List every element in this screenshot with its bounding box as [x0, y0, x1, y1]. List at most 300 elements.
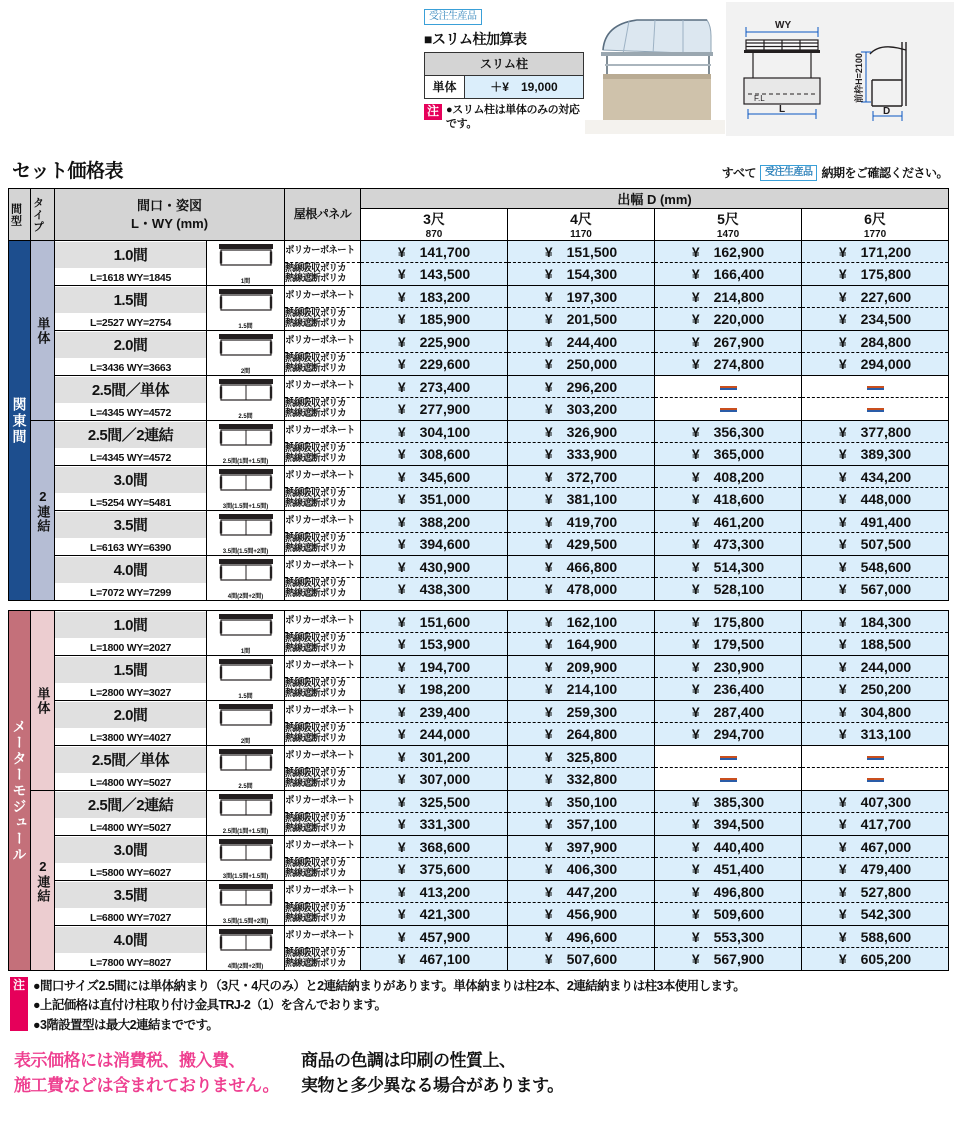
span-dimensions: L=5254 WY=5481: [89, 497, 172, 509]
panel-type-heat-shield: 熱線吸収ポリカ 熱線遮断ポリカ: [285, 443, 361, 466]
price-cell: ¥ 284,800: [802, 331, 949, 353]
price-cell: ¥ 496,800: [655, 881, 802, 903]
price-cell: ¥ 166,400: [655, 263, 802, 286]
figure-caption: 1間: [240, 279, 251, 285]
made-to-order-badge: 受注生産品: [424, 9, 482, 25]
price-cell: ¥ 264,800: [508, 723, 655, 746]
span-name: 1.5間: [55, 657, 206, 683]
span-cell: [55, 286, 207, 331]
price-cell: ¥ 567,900: [655, 948, 802, 971]
span-name: 3.0間: [55, 467, 206, 493]
span-dimensions: L=6800 WY=7027: [89, 912, 172, 924]
price-cell: ¥ 220,000: [655, 308, 802, 331]
price-cell: ¥ 418,600: [655, 488, 802, 511]
table-row: [9, 556, 949, 578]
section-title-row: [0, 156, 956, 188]
elevation-figure: [207, 331, 285, 376]
price-cell: ¥ 244,000: [361, 723, 508, 746]
panel-type-heat-shield: 熱線吸収ポリカ 熱線遮断ポリカ: [285, 768, 361, 791]
figure-caption: 2間: [240, 739, 251, 745]
panel-type-heat-shield: 熱線吸収ポリカ 熱線遮断ポリカ: [285, 263, 361, 286]
price-cell: ¥ 375,600: [361, 858, 508, 881]
span-dimensions: L=3436 WY=3663: [89, 362, 172, 374]
table-row: [9, 836, 949, 858]
panel-type-polycarbonate: ポリカーボネート: [285, 701, 361, 723]
span-name: 2.5間／2連結: [55, 422, 206, 448]
price-cell: ¥ 447,200: [508, 881, 655, 903]
span-dimensions: L=4800 WY=5027: [89, 822, 172, 834]
header-depth-3: 6尺 1770: [802, 209, 949, 241]
price-cell: ¥ 381,100: [508, 488, 655, 511]
header-roof-panel: 屋根パネル: [285, 189, 361, 241]
elevation-figure: [207, 466, 285, 511]
price-cell: ¥ 209,900: [508, 656, 655, 678]
price-cell: ¥ 214,800: [655, 286, 802, 308]
table-row: [9, 376, 949, 398]
price-cell: ¥ 277,900: [361, 398, 508, 421]
price-cell: ¥ 236,400: [655, 678, 802, 701]
panel-type-polycarbonate: ポリカーボネート: [285, 881, 361, 903]
price-cell: ¥ 183,200: [361, 286, 508, 308]
price-cell: ¥ 304,100: [361, 421, 508, 443]
panel-type-polycarbonate: ポリカーボネート: [285, 421, 361, 443]
price-table-head: [9, 189, 949, 241]
price-cell: ¥ 234,500: [802, 308, 949, 331]
figure-caption: 2.5間(1間+1.5間): [222, 459, 269, 465]
price-cell: [655, 398, 802, 421]
table-row: [9, 286, 949, 308]
color-disclaimer-line2: 実物と多少異なる場合があります。: [301, 1075, 564, 1095]
table-row: [9, 331, 949, 353]
panel-type-heat-shield: 熱線吸収ポリカ 熱線遮断ポリカ: [285, 858, 361, 881]
diagram-label-wy: WY: [775, 20, 792, 31]
span-cell: [55, 556, 207, 601]
elevation-figure: [207, 376, 285, 421]
span-name: 1.0間: [55, 612, 206, 638]
price-table-body: [9, 241, 949, 971]
price-cell: ¥ 273,400: [361, 376, 508, 398]
not-available-dash: [720, 756, 737, 760]
price-cell: [655, 746, 802, 768]
panel-type-heat-shield: 熱線吸収ポリカ 熱線遮断ポリカ: [285, 903, 361, 926]
slim-post-title: ■スリム柱加算表: [424, 31, 527, 47]
elevation-figure: [207, 511, 285, 556]
span-name: 2.5間／単体: [55, 377, 206, 403]
panel-type-polycarbonate: ポリカーボネート: [285, 656, 361, 678]
not-available-dash: [720, 408, 737, 412]
type-band: 2連結: [31, 421, 55, 601]
price-cell: ¥ 171,200: [802, 241, 949, 263]
price-cell: ¥ 230,900: [655, 656, 802, 678]
header-depth-0: 3尺 870: [361, 209, 508, 241]
span-name: 2.0間: [55, 702, 206, 728]
price-cell: ¥ 394,600: [361, 533, 508, 556]
type-band: 単体: [31, 611, 55, 791]
span-name: 4.0間: [55, 927, 206, 953]
span-cell: [55, 791, 207, 836]
not-available-dash: [720, 778, 737, 782]
price-cell: ¥ 141,700: [361, 241, 508, 263]
price-cell: ¥ 274,800: [655, 353, 802, 376]
figure-caption: 2間: [240, 369, 251, 375]
color-disclaimer-line1: 商品の色調は印刷の性質上、: [301, 1051, 516, 1071]
price-cell: ¥ 162,900: [655, 241, 802, 263]
price-cell: ¥ 417,700: [802, 813, 949, 836]
module-band: メーターモジュール: [9, 611, 31, 971]
span-dimensions: L=5800 WY=6027: [89, 867, 172, 879]
figure-caption: 2.5間: [238, 414, 253, 420]
span-cell: [55, 656, 207, 701]
header-span: 間口・姿図 L・WY (mm): [55, 189, 285, 241]
span-dimensions: L=2800 WY=3027: [89, 687, 172, 699]
bottom-notes: [0, 1035, 956, 1098]
header-depth-group: 出幅 D (mm): [361, 189, 949, 209]
panel-type-polycarbonate: ポリカーボネート: [285, 466, 361, 488]
price-cell: ¥ 467,100: [361, 948, 508, 971]
price-cell: [802, 376, 949, 398]
figure-caption: 3.5間(1.5間+2間): [222, 919, 269, 925]
price-cell: ¥ 185,900: [361, 308, 508, 331]
price-cell: ¥ 406,300: [508, 858, 655, 881]
price-cell: ¥ 461,200: [655, 511, 802, 533]
span-name: 3.0間: [55, 837, 206, 863]
slim-post-note-text: ●スリム柱は単体のみの対応です。: [446, 104, 580, 130]
price-cell: ¥ 197,300: [508, 286, 655, 308]
price-cell: ¥ 151,500: [508, 241, 655, 263]
span-dimensions: L=4800 WY=5027: [89, 777, 172, 789]
table-row: [9, 241, 949, 263]
panel-type-heat-shield: 熱線吸収ポリカ 熱線遮断ポリカ: [285, 353, 361, 376]
note-badge-icon: 注: [424, 104, 442, 120]
price-cell: ¥ 368,600: [361, 836, 508, 858]
diagram-label-height: 前枠H=2100: [854, 53, 864, 103]
price-cell: ¥ 553,300: [655, 926, 802, 948]
span-cell: [55, 466, 207, 511]
not-available-dash: [867, 386, 884, 390]
section-gap: [9, 601, 949, 611]
figure-caption: 1間: [240, 649, 251, 655]
table-row: [9, 881, 949, 903]
price-cell: ¥ 350,100: [508, 791, 655, 813]
price-cell: ¥ 313,100: [802, 723, 949, 746]
price-cell: ¥ 229,600: [361, 353, 508, 376]
price-cell: [655, 768, 802, 791]
price-cell: ¥ 467,000: [802, 836, 949, 858]
panel-type-polycarbonate: ポリカーボネート: [285, 791, 361, 813]
price-cell: ¥ 451,400: [655, 858, 802, 881]
price-cell: ¥ 287,400: [655, 701, 802, 723]
module-band: 関東間: [9, 241, 31, 601]
page-title: セット価格表: [12, 161, 124, 182]
table-row: [9, 611, 949, 633]
footnotes: [0, 971, 956, 1035]
table-row: [9, 466, 949, 488]
span-name: 4.0間: [55, 557, 206, 583]
price-cell: ¥ 473,300: [655, 533, 802, 556]
type-band: 2連結: [31, 791, 55, 971]
panel-type-polycarbonate: ポリカーボネート: [285, 511, 361, 533]
price-cell: ¥ 303,200: [508, 398, 655, 421]
price-cell: ¥ 365,000: [655, 443, 802, 466]
color-disclaimer: [301, 1049, 564, 1098]
elevation-figure: [207, 746, 285, 791]
price-cell: ¥ 214,100: [508, 678, 655, 701]
price-cell: ¥ 356,300: [655, 421, 802, 443]
panel-type-polycarbonate: ポリカーボネート: [285, 286, 361, 308]
span-name: 1.5間: [55, 287, 206, 313]
price-cell: ¥ 388,200: [361, 511, 508, 533]
price-cell: ¥ 542,300: [802, 903, 949, 926]
price-cell: ¥ 434,200: [802, 466, 949, 488]
figure-caption: 2.5間(1間+1.5間): [222, 829, 269, 835]
panel-type-heat-shield: 熱線吸収ポリカ 熱線遮断ポリカ: [285, 308, 361, 331]
panel-type-heat-shield: 熱線吸収ポリカ 熱線遮断ポリカ: [285, 488, 361, 511]
slim-post-surcharge-block: [424, 6, 584, 132]
all-note-badge: 受注生産品: [760, 165, 818, 181]
span-name: 3.5間: [55, 882, 206, 908]
price-cell: ¥ 430,900: [361, 556, 508, 578]
price-cell: [655, 376, 802, 398]
price-cell: ¥ 301,200: [361, 746, 508, 768]
price-cell: [802, 768, 949, 791]
price-cell: ¥ 357,100: [508, 813, 655, 836]
span-dimensions: L=2527 WY=2754: [89, 317, 172, 329]
price-cell: ¥ 194,700: [361, 656, 508, 678]
span-cell: [55, 611, 207, 656]
table-row: [9, 746, 949, 768]
price-cell: ¥ 333,900: [508, 443, 655, 466]
price-cell: ¥ 267,900: [655, 331, 802, 353]
price-cell: ¥ 227,600: [802, 286, 949, 308]
span-dimensions: L=7072 WY=7299: [89, 587, 172, 599]
slim-table-row-label: 単体: [425, 76, 465, 99]
dimension-diagram-svg: [726, 2, 954, 136]
elevation-figure: [207, 286, 285, 331]
panel-type-heat-shield: 熱線吸収ポリカ 熱線遮断ポリカ: [285, 578, 361, 601]
table-row: [9, 656, 949, 678]
price-cell: ¥ 413,200: [361, 881, 508, 903]
footnote-item: ●上記価格は直付け柱取り付け金具TRJ-2（1）を含んでおります。: [33, 998, 387, 1013]
span-cell: [55, 926, 207, 971]
elevation-figure: [207, 656, 285, 701]
figure-caption: 4間(2間+2間): [227, 594, 264, 600]
slim-table-row-value: ＋¥ 19,000: [465, 76, 584, 99]
elevation-figure: [207, 926, 285, 971]
price-table-wrap: [0, 188, 956, 971]
price-cell: ¥ 175,800: [802, 263, 949, 286]
header-depth-1: 4尺 1170: [508, 209, 655, 241]
span-name: 2.5間／単体: [55, 747, 206, 773]
elevation-figure: [207, 701, 285, 746]
price-cell: ¥ 408,200: [655, 466, 802, 488]
price-cell: ¥ 250,000: [508, 353, 655, 376]
price-cell: ¥ 548,600: [802, 556, 949, 578]
price-cell: ¥ 507,600: [508, 948, 655, 971]
table-row: [9, 511, 949, 533]
panel-type-polycarbonate: ポリカーボネート: [285, 331, 361, 353]
span-cell: [55, 746, 207, 791]
span-cell: [55, 881, 207, 926]
price-cell: ¥ 198,200: [361, 678, 508, 701]
price-cell: ¥ 351,000: [361, 488, 508, 511]
panel-type-heat-shield: 熱線吸収ポリカ 熱線遮断ポリカ: [285, 633, 361, 656]
panel-type-polycarbonate: ポリカーボネート: [285, 556, 361, 578]
panel-type-heat-shield: 熱線吸収ポリカ 熱線遮断ポリカ: [285, 678, 361, 701]
price-cell: ¥ 605,200: [802, 948, 949, 971]
price-cell: ¥ 332,800: [508, 768, 655, 791]
header-module: 間型: [9, 189, 31, 241]
panel-type-heat-shield: 熱線吸収ポリカ 熱線遮断ポリカ: [285, 723, 361, 746]
span-dimensions: L=4345 WY=4572: [89, 407, 172, 419]
span-dimensions: L=4345 WY=4572: [89, 452, 172, 464]
span-name: 1.0間: [55, 242, 206, 268]
price-cell: ¥ 259,300: [508, 701, 655, 723]
price-cell: ¥ 325,800: [508, 746, 655, 768]
diagram-label-fl: F.L: [754, 94, 765, 103]
footnote-list: [33, 977, 745, 1035]
price-cell: ¥ 507,500: [802, 533, 949, 556]
table-row: [9, 701, 949, 723]
price-cell: ¥ 250,200: [802, 678, 949, 701]
price-cell: ¥ 201,500: [508, 308, 655, 331]
price-cell: ¥ 143,500: [361, 263, 508, 286]
header-depth-2: 5尺 1470: [655, 209, 802, 241]
figure-caption: 4間(2間+2間): [227, 964, 264, 970]
panel-type-polycarbonate: ポリカーボネート: [285, 746, 361, 768]
price-cell: ¥ 407,300: [802, 791, 949, 813]
span-cell: [55, 511, 207, 556]
price-cell: ¥ 457,900: [361, 926, 508, 948]
span-cell: [55, 836, 207, 881]
price-cell: ¥ 377,800: [802, 421, 949, 443]
span-cell: [55, 376, 207, 421]
slim-table-header: スリム柱: [425, 53, 584, 76]
price-cell: ¥ 244,400: [508, 331, 655, 353]
product-photo-illustration: [585, 2, 725, 134]
elevation-figure: [207, 611, 285, 656]
elevation-figure: [207, 241, 285, 286]
price-table: [8, 188, 949, 971]
panel-type-heat-shield: 熱線吸収ポリカ 熱線遮断ポリカ: [285, 398, 361, 421]
price-cell: [802, 746, 949, 768]
price-cell: ¥ 567,000: [802, 578, 949, 601]
span-name: 2.5間／2連結: [55, 792, 206, 818]
price-cell: ¥ 466,800: [508, 556, 655, 578]
price-cell: ¥ 151,600: [361, 611, 508, 633]
diagram-label-l: L: [779, 104, 786, 115]
span-dimensions: L=1618 WY=1845: [89, 272, 172, 284]
price-cell: ¥ 496,600: [508, 926, 655, 948]
figure-caption: 1.5間: [238, 694, 253, 700]
price-cell: ¥ 385,300: [655, 791, 802, 813]
price-cell: ¥ 509,600: [655, 903, 802, 926]
price-cell: ¥ 397,900: [508, 836, 655, 858]
all-made-to-order-note: [722, 164, 948, 181]
price-cell: ¥ 389,300: [802, 443, 949, 466]
price-cell: ¥ 448,000: [802, 488, 949, 511]
dimension-diagram: [726, 2, 954, 136]
price-cell: ¥ 421,300: [361, 903, 508, 926]
span-dimensions: L=3800 WY=4027: [89, 732, 172, 744]
figure-caption: 1.5間: [238, 324, 253, 330]
tax-disclaimer-line1: 表示価格には消費税、搬入費、: [14, 1051, 245, 1071]
elevation-figure: [207, 881, 285, 926]
elevation-figure: [207, 421, 285, 466]
panel-type-heat-shield: 熱線吸収ポリカ 熱線遮断ポリカ: [285, 533, 361, 556]
footnote-badge-icon: 注: [10, 977, 28, 1031]
panel-type-heat-shield: 熱線吸収ポリカ 熱線遮断ポリカ: [285, 813, 361, 836]
price-cell: ¥ 345,600: [361, 466, 508, 488]
price-cell: ¥ 294,700: [655, 723, 802, 746]
price-cell: ¥ 528,100: [655, 578, 802, 601]
span-dimensions: L=7800 WY=8027: [89, 957, 172, 969]
price-cell: ¥ 456,900: [508, 903, 655, 926]
type-band: 単体: [31, 241, 55, 421]
table-row: [9, 791, 949, 813]
table-row: [9, 421, 949, 443]
price-cell: ¥ 153,900: [361, 633, 508, 656]
span-cell: [55, 421, 207, 466]
price-cell: ¥ 419,700: [508, 511, 655, 533]
price-cell: ¥ 326,900: [508, 421, 655, 443]
panel-type-heat-shield: 熱線吸収ポリカ 熱線遮断ポリカ: [285, 948, 361, 971]
elevation-figure: [207, 836, 285, 881]
price-cell: ¥ 162,100: [508, 611, 655, 633]
price-cell: ¥ 514,300: [655, 556, 802, 578]
price-cell: ¥ 244,000: [802, 656, 949, 678]
span-name: 3.5間: [55, 512, 206, 538]
panel-type-polycarbonate: ポリカーボネート: [285, 611, 361, 633]
figure-caption: 3.5間(1.5間+2間): [222, 549, 269, 555]
price-cell: ¥ 394,500: [655, 813, 802, 836]
span-cell: [55, 331, 207, 376]
diagram-label-d: D: [883, 106, 891, 117]
price-cell: ¥ 308,600: [361, 443, 508, 466]
price-cell: ¥ 164,900: [508, 633, 655, 656]
footnote-item: ●3階設置型は最大2連結までです。: [33, 1017, 219, 1032]
span-dimensions: L=6163 WY=6390: [89, 542, 172, 554]
price-cell: ¥ 225,900: [361, 331, 508, 353]
price-cell: ¥ 239,400: [361, 701, 508, 723]
price-cell: ¥ 331,300: [361, 813, 508, 836]
price-cell: ¥ 307,000: [361, 768, 508, 791]
price-cell: ¥ 304,800: [802, 701, 949, 723]
tax-disclaimer: [14, 1049, 279, 1098]
slim-post-table: [424, 52, 584, 99]
price-cell: ¥ 188,500: [802, 633, 949, 656]
not-available-dash: [867, 408, 884, 412]
price-cell: ¥ 154,300: [508, 263, 655, 286]
price-cell: ¥ 438,300: [361, 578, 508, 601]
all-note-suffix: 納期をご確認ください。: [821, 166, 948, 180]
not-available-dash: [867, 756, 884, 760]
price-cell: ¥ 440,400: [655, 836, 802, 858]
price-cell: ¥ 179,500: [655, 633, 802, 656]
footnote-item: ●間口サイズ2.5間には単体納まり（3尺・4尺のみ）と2連結納まりがあります。単体納まりは柱2本、2連結納まりは柱3本使用します。: [33, 979, 746, 993]
price-cell: ¥ 527,800: [802, 881, 949, 903]
elevation-figure: [207, 556, 285, 601]
tax-disclaimer-line2: 施工費などは含まれておりません。: [14, 1075, 280, 1095]
product-photo: [585, 2, 725, 134]
panel-type-polycarbonate: ポリカーボネート: [285, 241, 361, 263]
price-cell: ¥ 479,400: [802, 858, 949, 881]
top-section: [0, 0, 956, 150]
price-cell: ¥ 429,500: [508, 533, 655, 556]
span-name: 2.0間: [55, 332, 206, 358]
header-type: タイプ: [31, 189, 55, 241]
figure-caption: 3間(1.5間+1.5間): [222, 504, 269, 510]
price-cell: ¥ 175,800: [655, 611, 802, 633]
